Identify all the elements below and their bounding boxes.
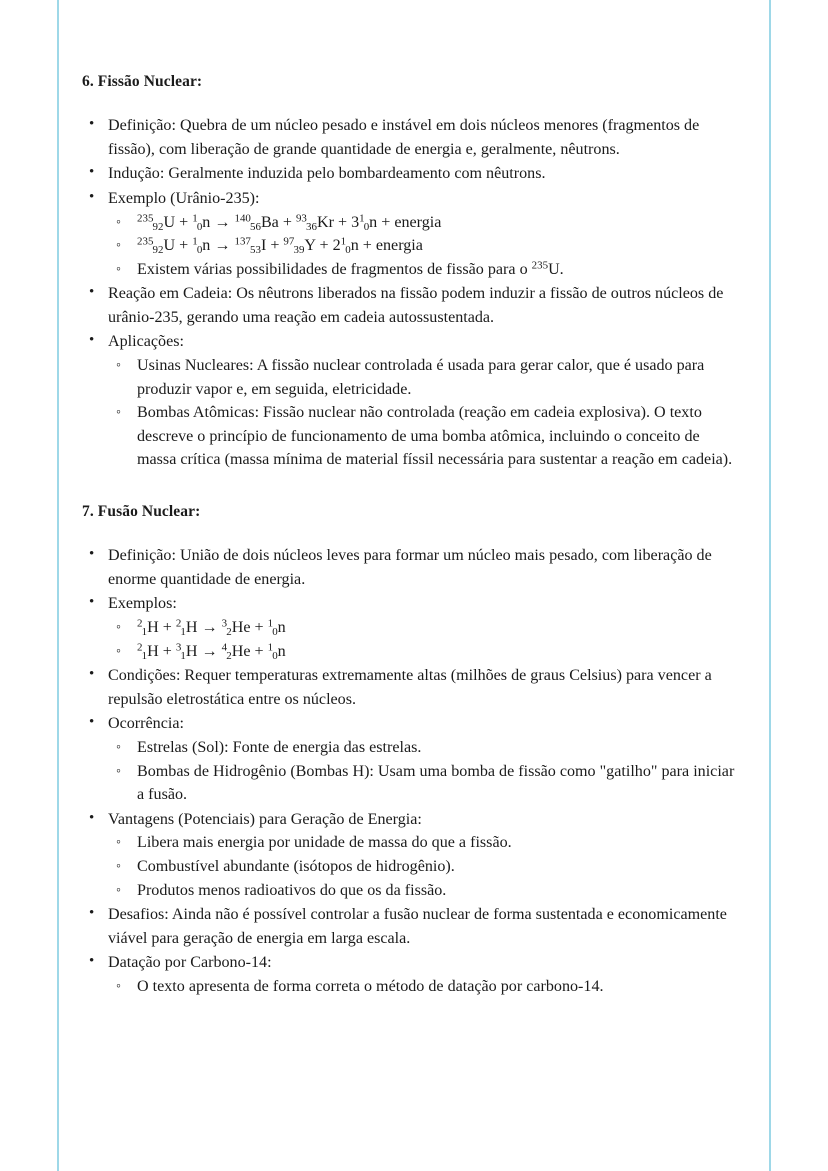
note-suffix: U. xyxy=(548,260,564,278)
document-section xyxy=(82,502,738,998)
list-item-text: Aplicações: xyxy=(108,333,184,351)
sub-list-item-text: Usinas Nucleares: A fissão nuclear controlada é usada para gerar calor, que é usado para produzir vapor e, em seguida, eletricidade. xyxy=(137,357,705,398)
isotope-note-list-item xyxy=(108,258,738,282)
sub-list-item-text: Produtos menos radioativos do que os da fissão. xyxy=(137,881,447,899)
sub-list-item-text: O texto apresenta de forma correta o método de datação por carbono-14. xyxy=(137,977,604,995)
mass-number: 235 xyxy=(531,259,549,272)
nuclear-equation: $^{235}_{92}U + ^1_0n \to ^{140}_{56}Ba + ^{93}_{36}Kr + 3^1_0n$ + energia xyxy=(137,211,442,233)
sub-list-item xyxy=(108,354,738,401)
list-item-text: Reação em Cadeia: Os nêutrons liberados na fissão podem induzir a fissão de outros núcleos de urânio-235, gerando uma reação em cadeia autossustentada. xyxy=(108,285,724,326)
list-item xyxy=(82,114,738,161)
bullet-list-level-2 xyxy=(108,975,738,999)
document-section xyxy=(82,72,738,472)
bullet-list-level-2 xyxy=(108,831,738,902)
list-item xyxy=(82,544,738,591)
list-item-text: Vantagens (Potenciais) para Geração de Energia: xyxy=(108,810,422,828)
sub-list-item-text: Estrelas (Sol): Fonte de energia das estrelas. xyxy=(137,738,422,756)
sub-list-item xyxy=(108,401,738,472)
nuclear-equation: $^2_1$H + $^2_1$H → $^3_2$He + $^1_0$n xyxy=(137,617,286,639)
equation-list-item xyxy=(108,640,738,664)
list-item-text: Desafios: Ainda não é possível controlar a fusão nuclear de forma sustentada e economicamente viável para geração de energia em larga escala. xyxy=(108,906,727,947)
bullet-list-level-2 xyxy=(108,616,738,663)
equation-list-item xyxy=(108,616,738,640)
list-item-text: Definição: União de dois núcleos leves para formar um núcleo mais pesado, com liberação de enorme quantidade de energia. xyxy=(108,547,712,588)
sub-list-item-text: Bombas de Hidrogênio (Bombas H): Usam uma bomba de fissão como "gatilho" para iniciar a fusão. xyxy=(137,762,735,804)
list-item-text: Exemplos: xyxy=(108,595,177,613)
sub-list-item-text: Combustível abundante (isótopos de hidrogênio). xyxy=(137,857,455,875)
nuclear-equation: $^2_1$H + $^3_1$H → $^4_2$He + $^1_0$n xyxy=(137,640,286,662)
list-item xyxy=(82,282,738,329)
note-prefix: Existem várias possibilidades de fragmentos de fissão para o xyxy=(137,260,532,278)
document-content xyxy=(82,72,738,999)
equation-list-item xyxy=(108,211,738,235)
list-item xyxy=(82,187,738,281)
list-item-text: Ocorrência: xyxy=(108,715,184,733)
list-item xyxy=(82,951,738,998)
section-heading: 6. Fissão Nuclear: xyxy=(82,73,203,90)
bullet-list-level-1 xyxy=(82,544,738,998)
list-item-text: Datação por Carbono-14: xyxy=(108,954,272,972)
bullet-list-level-1 xyxy=(82,114,738,472)
bullet-list-level-2 xyxy=(108,354,738,472)
right-margin-rule xyxy=(769,0,771,1171)
sub-list-item-text: Libera mais energia por unidade de massa do que a fissão. xyxy=(137,834,512,852)
list-item-text: Indução: Geralmente induzida pelo bombardeamento com nêutrons. xyxy=(108,165,546,183)
bullet-list-level-2 xyxy=(108,736,738,807)
list-item xyxy=(82,592,738,663)
bullet-list-level-2 xyxy=(108,211,738,282)
nuclear-equation: $^{235}_{92}U + ^1_0n \to ^{137}_{53}I + ^{97}_{39}Y + 2^1_0n$ + energia xyxy=(137,235,423,257)
sub-list-item xyxy=(108,760,738,807)
list-item xyxy=(82,664,738,711)
sub-list-item xyxy=(108,855,738,879)
sub-list-item xyxy=(108,736,738,760)
sub-list-item xyxy=(108,831,738,855)
list-item xyxy=(82,162,738,186)
left-margin-rule xyxy=(57,0,59,1171)
list-item xyxy=(82,330,738,472)
list-item xyxy=(82,712,738,806)
list-item xyxy=(82,808,738,902)
equation-list-item xyxy=(108,234,738,258)
isotope-label xyxy=(532,261,564,278)
sub-list-item xyxy=(108,879,738,903)
list-item-text: Condições: Requer temperaturas extremamente altas (milhões de graus Celsius) para vencer a repulsão eletrostática entre os núcleos. xyxy=(108,667,712,708)
section-heading: 7. Fusão Nuclear: xyxy=(82,503,201,521)
list-item-text: Exemplo (Urânio-235): xyxy=(108,189,260,207)
sub-list-item-text: Bombas Atômicas: Fissão nuclear não controlada (reação em cadeia explosiva). O texto descreve o princípio de funcionamento de uma bomba atômica, incluindo o conceito de massa crítica (massa mínima de material físsil necessária para sustentar a reação em cadeia). xyxy=(137,404,733,469)
sub-list-item xyxy=(108,975,738,999)
list-item xyxy=(82,903,738,950)
list-item-text: Definição: Quebra de um núcleo pesado e instável em dois núcleos menores (fragmentos de fissão), com liberação de grande quantidade de energia e, geralmente, nêutrons. xyxy=(108,117,700,158)
